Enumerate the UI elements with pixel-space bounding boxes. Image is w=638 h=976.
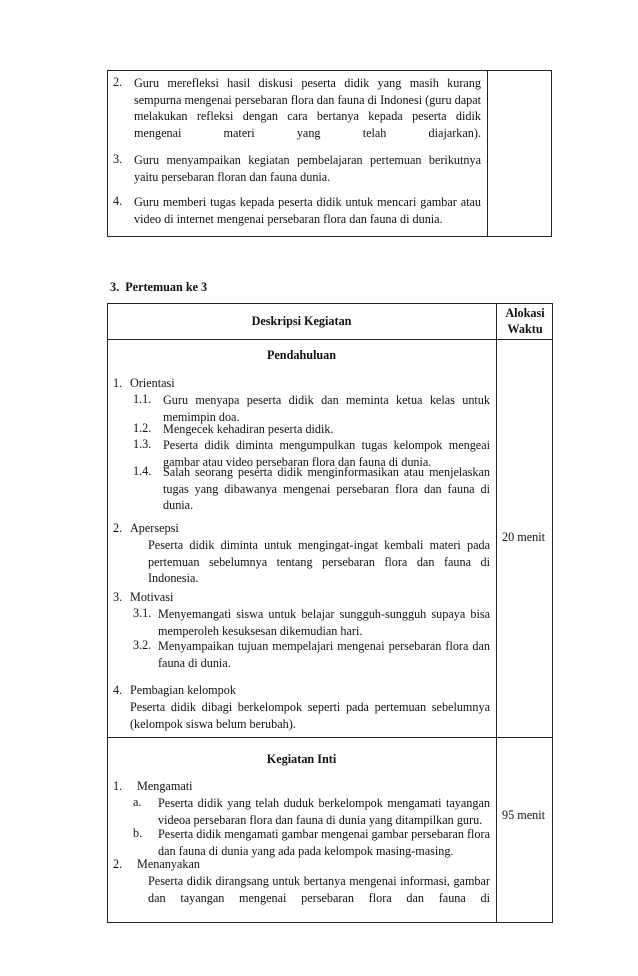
header-description: Deskripsi Kegiatan: [251, 314, 352, 328]
top-item-3-text: Guru menyampaikan kegiatan pembelajaran pertemuan berikutnya yaitu persebaran floran dan fauna dunia.: [134, 153, 481, 184]
apersepsi-text: Peserta didik diminta untuk mengingat-ingat kembali materi pada pertemuan sebelumnya tentang persebaran flora dan fauna di Indonesia.: [148, 538, 490, 585]
orientasi-sub-text: Mengecek kehadiran peserta didik.: [163, 422, 334, 436]
orientasi-sub-num: 1.2.: [133, 421, 152, 435]
orientasi-num: 1.: [113, 376, 123, 390]
top-item-2-text: Guru merefleksi hasil diskusi peserta didik yang masih kurang sempurna mengenai persebaran flora dan fauna di Indonesi (guru dapat melakukan refleksi dengan cara bertanya kepada peserta didik mengenai materi yang telah diajarkan).: [134, 76, 481, 140]
top-item-4-num: 4.: [113, 194, 123, 208]
orientasi-sub-text: Peserta didik diminta mengumpulkan tugas kelompok mengeai gambar atau video persebaran flora dan fauna di dunia.: [163, 438, 490, 469]
orientasi-sub-num: 1.1.: [133, 392, 152, 406]
pembagian-label: Pembagian kelompok: [130, 683, 236, 697]
orientasi-sub-text: Salah seorang peserta didik menginformasikan atau menjelaskan tugas yang dibawanya mengenai persebaran flora dan fauna di dunia.: [163, 465, 490, 512]
orientasi-sub-text: Guru menyapa peserta didik dan meminta ketua kelas untuk memimpin doa.: [163, 393, 490, 424]
mengamati-sub-num: a.: [133, 795, 142, 809]
mengamati-sub-text: Peserta didik yang telah duduk berkelompok mengamati tayangan videoa persebaran flora dan fauna di dunia yang ditampilkan guru.: [158, 796, 490, 827]
orientasi-sub-num: 1.3.: [133, 437, 152, 451]
motivasi-num: 3.: [113, 590, 123, 604]
pembagian-text: Peserta didik dibagi berkelompok seperti pada pertemuan sebelumnya (kelompok siswa belum berubah).: [130, 700, 490, 731]
pendahuluan-time: 20 menit: [502, 530, 545, 544]
menanyakan-label: Menanyakan: [137, 857, 200, 871]
section-row-divider: [107, 737, 553, 738]
orientasi-sub-num: 1.4.: [133, 464, 152, 478]
orientasi-label: Orientasi: [130, 376, 175, 390]
inti-title: Kegiatan Inti: [266, 752, 337, 766]
header-row-divider: [107, 339, 553, 340]
menanyakan-text: Peserta didik dirangsang untuk bertanya mengenai informasi, gambar dan tayangan mengenai persebaran flora dan fauna di: [148, 874, 490, 905]
pendahuluan-title: Pendahuluan: [266, 348, 337, 362]
main-table-col-divider: [496, 303, 497, 923]
mengamati-label: Mengamati: [137, 779, 193, 793]
header-allocation: Alokasi Waktu: [505, 306, 545, 336]
menanyakan-num: 2.: [113, 857, 123, 871]
mengamati-sub-text: Peserta didik mengamati gambar mengenai gambar persebaran flora dan fauna di dunia yang ada pada kelompok masing-masing.: [158, 827, 490, 858]
inti-time: 95 menit: [502, 808, 545, 822]
section-heading: 3. Pertemuan ke 3: [110, 280, 208, 294]
top-item-2-num: 2.: [113, 75, 123, 89]
motivasi-sub-num: 3.2.: [133, 638, 152, 652]
apersepsi-label: Apersepsi: [130, 521, 179, 535]
motivasi-sub-text: Menyemangati siswa untuk belajar sungguh-sungguh supaya bisa memperoleh kesuksesan dikemudian hari.: [158, 607, 490, 638]
top-table-divider: [487, 70, 488, 237]
motivasi-sub-text: Menyampaikan tujuan mempelajari mengenai persebaran flora dan fauna di dunia.: [158, 639, 490, 670]
mengamati-num: 1.: [113, 779, 123, 793]
mengamati-sub-num: b.: [133, 826, 143, 840]
top-item-3-num: 3.: [113, 152, 123, 166]
top-item-4-text: Guru memberi tugas kepada peserta didik untuk mencari gambar atau video di internet mengenai persebaran flora dan fauna di dunia.: [134, 195, 481, 226]
pembagian-num: 4.: [113, 683, 123, 697]
apersepsi-num: 2.: [113, 521, 123, 535]
motivasi-label: Motivasi: [130, 590, 174, 604]
motivasi-sub-num: 3.1.: [133, 606, 152, 620]
